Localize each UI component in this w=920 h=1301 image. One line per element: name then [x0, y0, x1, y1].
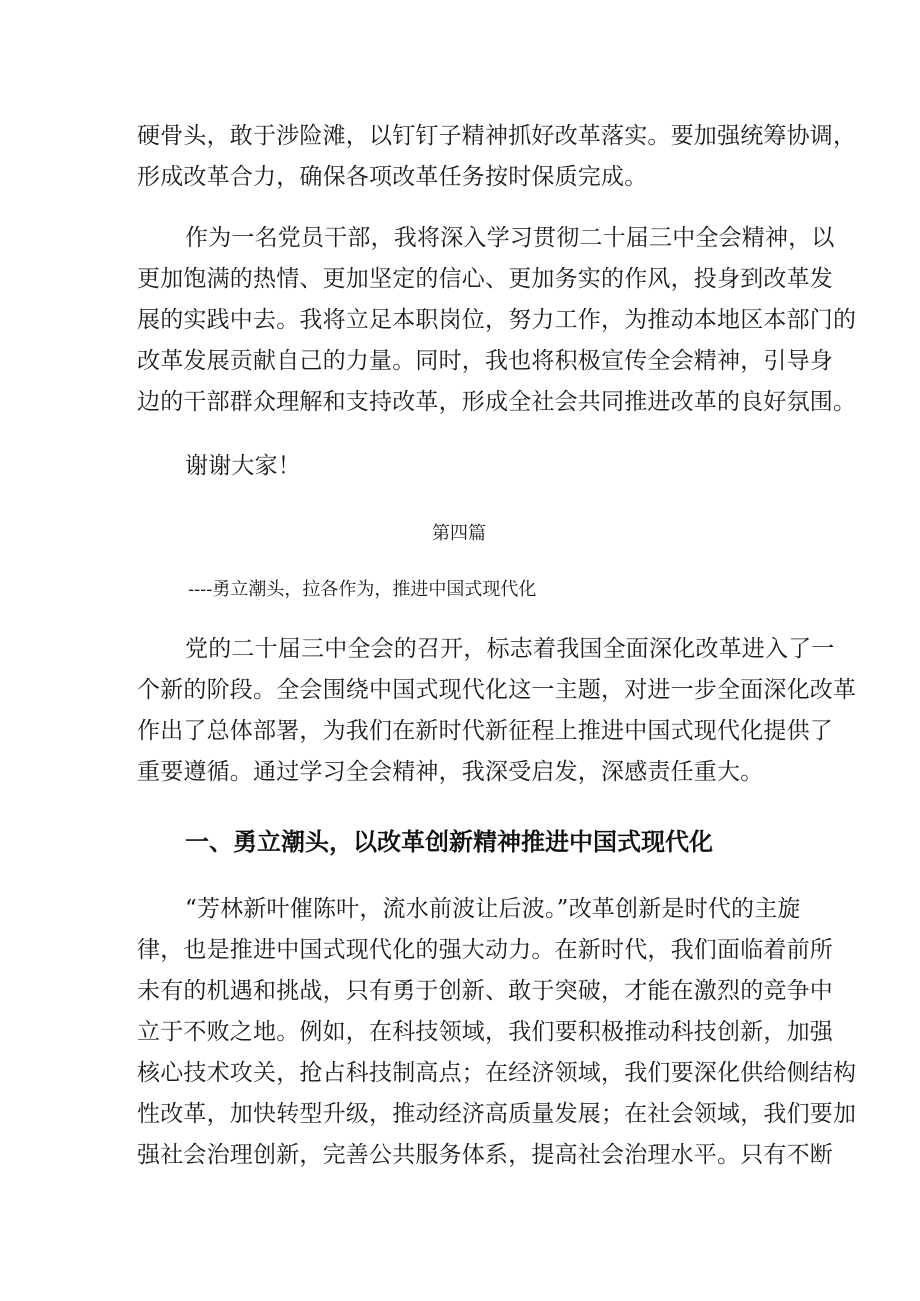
section-title: 第四篇	[432, 523, 486, 544]
paragraph-c-line: 重要遵循。通过学习全会精神，我深受启发，深感责任重大。	[137, 759, 764, 785]
paragraph-d-line: 立于不败之地。例如，在科技领域，我们要积极推动科技创新，加强	[137, 1019, 833, 1045]
paragraph-b-line: 展的实践中去。我将立足本职岗位，努力工作，为推动本地区本部门的	[137, 307, 857, 333]
paragraph-d-line: 未有的机遇和挑战，只有勇于创新、敢于突破，才能在激烈的竞争中	[137, 978, 833, 1004]
paragraph-c-line: 个新的阶段。全会围绕中国式现代化这一主题，对进一步全面深化改革	[137, 677, 857, 703]
paragraph-a-line: 硬骨头，敢于涉险滩，以钉钉子精神抓好改革落实。要加强统筹协调，	[137, 123, 857, 149]
thanks-line: 谢谢大家！	[185, 453, 301, 479]
paragraph-d-line: 核心技术攻关，抢占科技制高点；在经济领域，我们要深化供给侧结构	[137, 1060, 857, 1086]
paragraph-b-line: 作为一名党员干部，我将深入学习贯彻二十届三中全会精神，以	[185, 225, 835, 251]
paragraph-b-line: 更加饱满的热情、更加坚定的信心、更加务实的作风，投身到改革发	[137, 266, 833, 292]
paragraph-d-line: 律，也是推进中国式现代化的强大动力。在新时代，我们面临着前所	[137, 937, 833, 963]
paragraph-d-line: 强社会治理创新，完善公共服务体系，提高社会治理水平。只有不断	[137, 1142, 833, 1168]
section-heading: 一、勇立潮头，以改革创新精神推进中国式现代化	[185, 828, 713, 856]
paragraph-b-line: 改革发展贡献自己的力量。同时，我也将积极宣传全会精神，引导身	[137, 348, 833, 374]
paragraph-a-line: 形成改革合力，确保各项改革任务按时保质完成。	[137, 164, 648, 190]
paragraph-c-line: 党的二十届三中全会的召开，标志着我国全面深化改革进入了一	[185, 636, 835, 662]
paragraph-d-line: “芳林新叶催陈叶，流水前波让后波。”改革创新是时代的主旋	[185, 896, 801, 922]
paragraph-d-line: 性改革，加快转型升级，推动经济高质量发展；在社会领域，我们要加	[137, 1101, 857, 1127]
paragraph-b-line: 边的干部群众理解和支持改革，形成全社会共同推进改革的良好氛围。	[137, 389, 857, 415]
paragraph-c-line: 作出了总体部署，为我们在新时代新征程上推进中国式现代化提供了	[137, 718, 833, 744]
subtitle: ----勇立潮头，拉各作为，推进中国式现代化	[188, 579, 537, 600]
